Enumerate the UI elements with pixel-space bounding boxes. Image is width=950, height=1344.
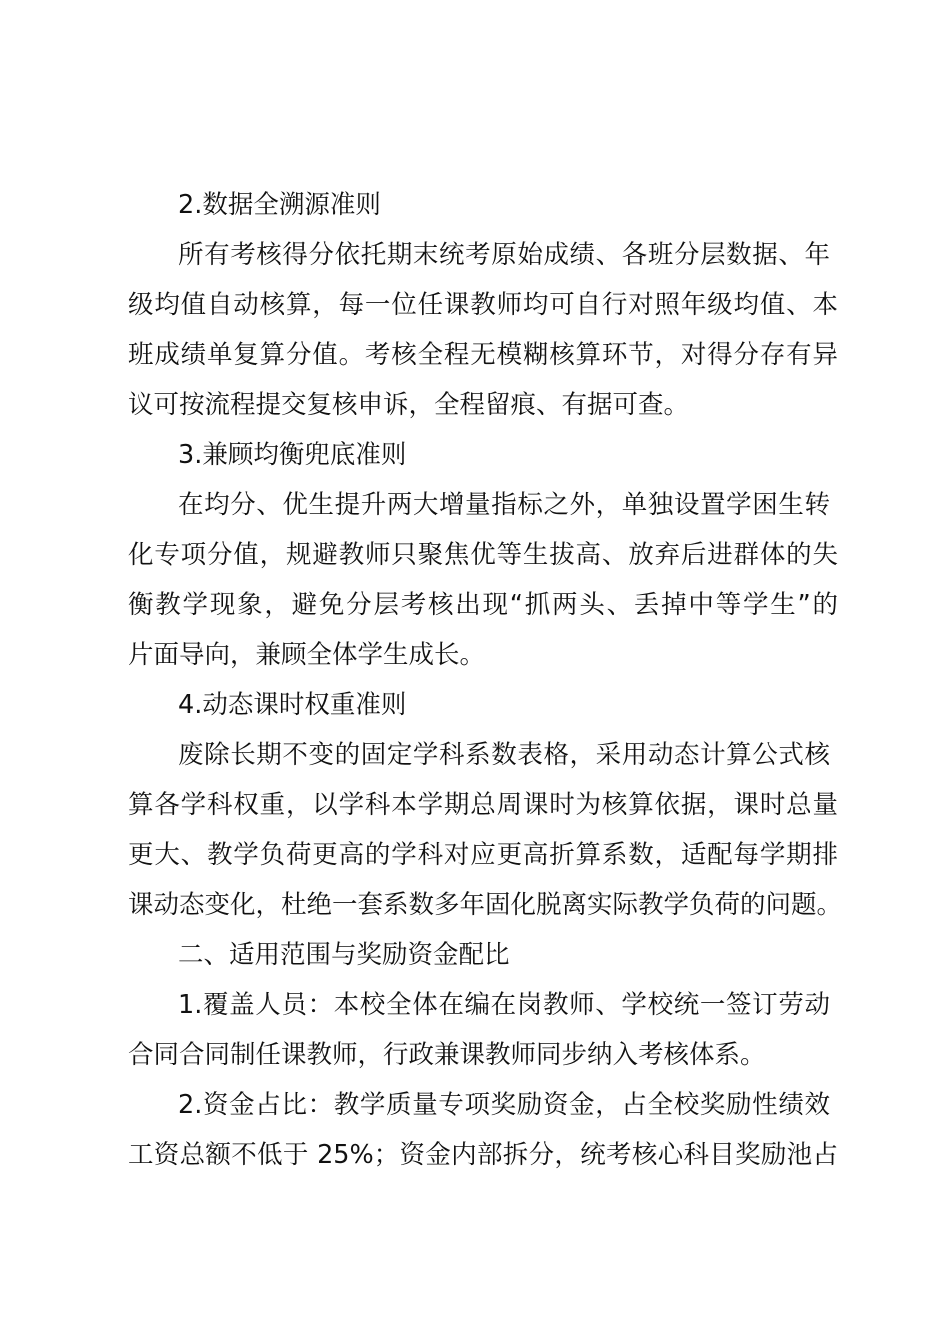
paragraph-line: 片面导向，兼顾全体学生成长。 xyxy=(128,640,486,670)
heading-dynamic-weight: 4.动态课时权重准则 xyxy=(178,690,407,720)
paragraph-line: 1.覆盖人员：本校全体在编在岗教师、学校统一签订劳动 xyxy=(178,990,830,1020)
paragraph-line: 所有考核得分依托期末统考原始成绩、各班分层数据、年 xyxy=(178,240,830,270)
paragraph-line: 议可按流程提交复核申诉，全程留痕、有据可查。 xyxy=(128,390,690,420)
paragraph-line: 课动态变化，杜绝一套系数多年固化脱离实际教学负荷的问题。 xyxy=(128,890,843,920)
paragraph-line: 化专项分值，规避教师只聚焦优等生拔高、放弃后进群体的失 xyxy=(128,540,838,570)
paragraph-line: 在均分、优生提升两大增量指标之外，单独设置学困生转 xyxy=(178,490,830,520)
section-heading-scope: 二、适用范围与奖励资金配比 xyxy=(178,940,510,970)
paragraph-line: 废除长期不变的固定学科系数表格，采用动态计算公式核 xyxy=(178,740,830,770)
paragraph-line: 算各学科权重，以学科本学期总周课时为核算依据，课时总量 xyxy=(128,790,838,820)
paragraph-line: 班成绩单复算分值。考核全程无模糊核算环节，对得分存有异 xyxy=(128,340,838,370)
paragraph-line: 级均值自动核算，每一位任课教师均可自行对照年级均值、本 xyxy=(128,290,838,320)
paragraph-line: 合同合同制任课教师，行政兼课教师同步纳入考核体系。 xyxy=(128,1040,766,1070)
paragraph-line: 2.资金占比：教学质量专项奖励资金，占全校奖励性绩效 xyxy=(178,1090,830,1120)
heading-data-traceability: 2.数据全溯源准则 xyxy=(178,190,381,220)
heading-balance: 3.兼顾均衡兜底准则 xyxy=(178,440,407,470)
paragraph-line: 更大、教学负荷更高的学科对应更高折算系数，适配每学期排 xyxy=(128,840,838,870)
paragraph-line: 工资总额不低于 25%；资金内部拆分，统考核心科目奖励池占 xyxy=(128,1140,838,1170)
paragraph-line: 衡教学现象，避免分层考核出现“抓两头、丢掉中等学生”的 xyxy=(128,590,838,620)
